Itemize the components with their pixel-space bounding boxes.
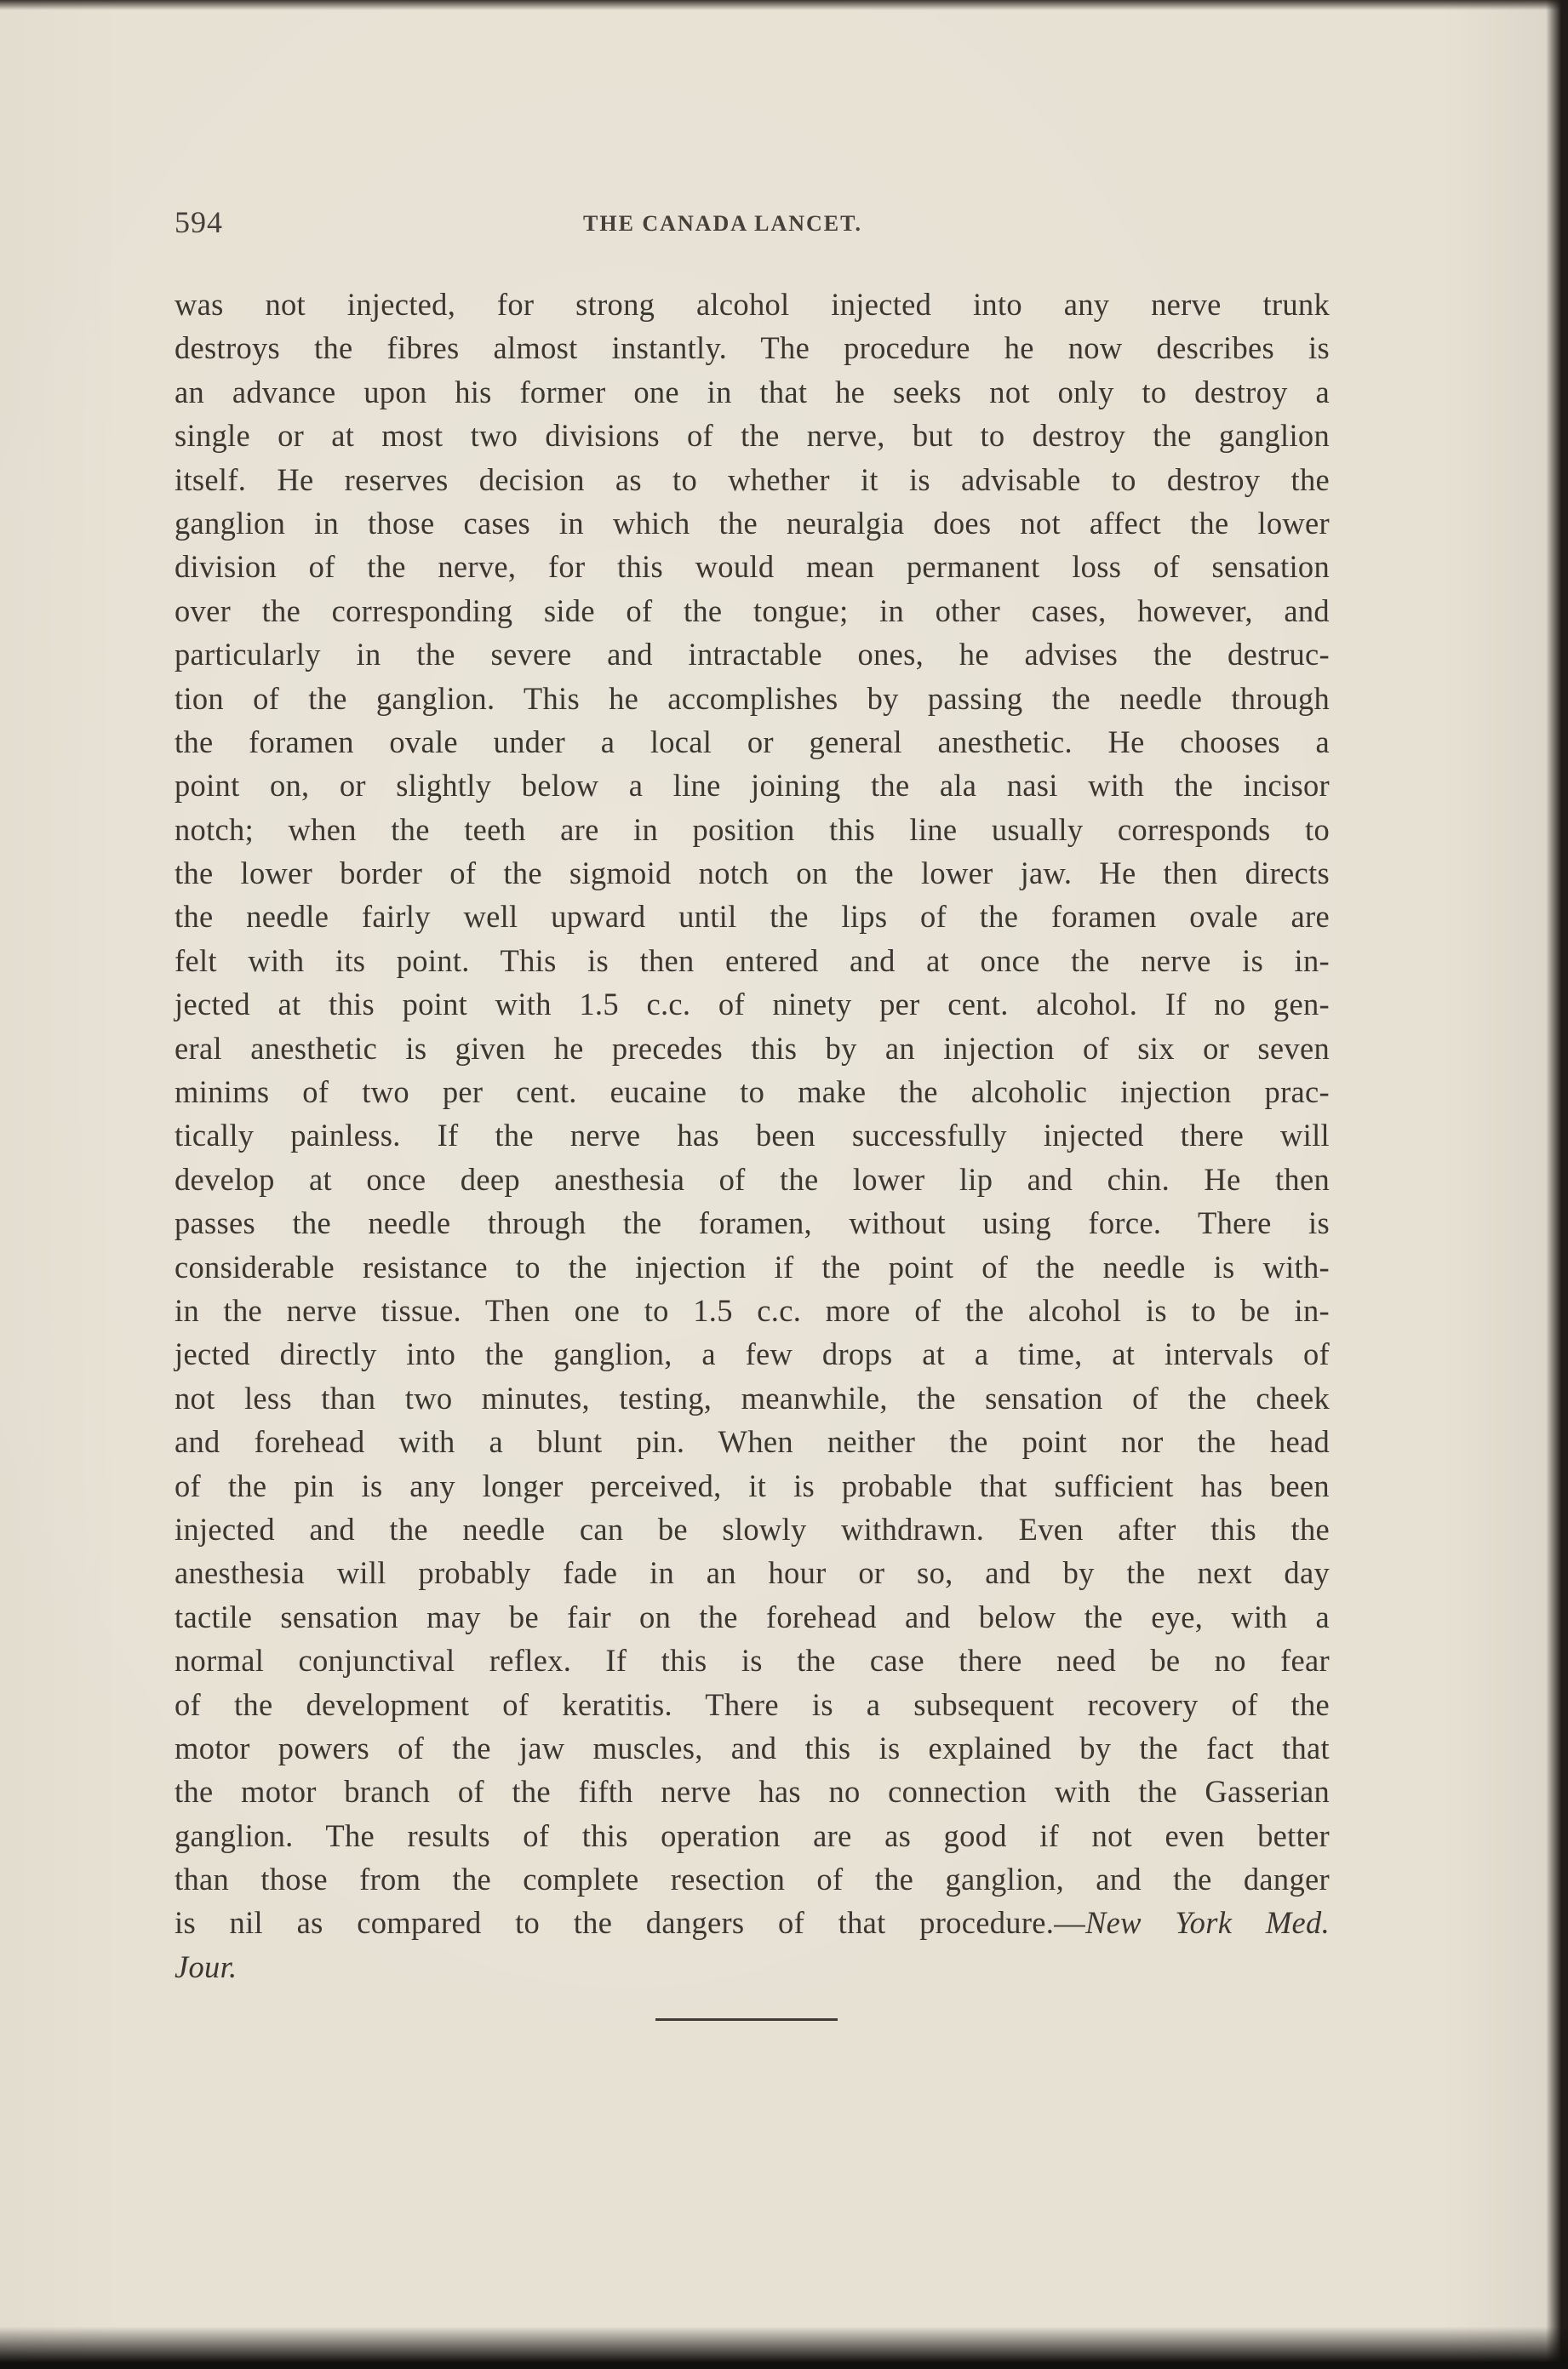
article-body (175, 283, 1330, 1988)
text-line: and forehead with a blunt pin. When neither the point nor the head (175, 1424, 1330, 1460)
closing-text: is nil as compared to the dangers of that procedure.— (175, 1905, 1086, 1941)
text-line: division of the nerve, for this would mean permanent loss of sensation (175, 549, 1330, 585)
text-line: the foramen ovale under a local or general anesthetic. He chooses a (175, 724, 1330, 759)
text-line: anesthesia will probably fade in an hour or so, and by the next day (175, 1555, 1330, 1591)
text-line: of the development of keratitis. There is a subsequent recovery of the (175, 1686, 1330, 1722)
text-line: injected and the needle can be slowly withdrawn. Even after this the (175, 1511, 1330, 1547)
text-line: not less than two minutes, testing, meanwhile, the sensation of the cheek (175, 1380, 1330, 1416)
page-bottom-edge-shadow (0, 2326, 1568, 2369)
text-line: particularly in the severe and intractable ones, he advises the destruc- (175, 637, 1330, 672)
text-line: the motor branch of the fifth nerve has no connection with the Gasserian (175, 1774, 1330, 1810)
citation-source-continued: Jour. (175, 1948, 237, 1984)
text-line: in the nerve tissue. Then one to 1.5 c.c. more of the alcohol is to be in- (175, 1292, 1330, 1328)
text-line: single or at most two divisions of the nerve, but to destroy the ganglion (175, 418, 1330, 454)
text-line: tion of the ganglion. This he accomplishes by passing the needle through (175, 680, 1330, 716)
text-line: considerable resistance to the injection if the point of the needle is with- (175, 1249, 1330, 1285)
text-line: notch; when the teeth are in position this line usually corresponds to (175, 811, 1330, 847)
text-line: ganglion in those cases in which the neuralgia does not affect the lower (175, 505, 1330, 541)
text-line: was not injected, for strong alcohol injected into any nerve trunk (175, 287, 1330, 322)
text-line: ganglion. The results of this operation are as good if not even better (175, 1817, 1330, 1853)
text-line: felt with its point. This is then entered and at once the nerve is in- (175, 942, 1330, 978)
text-line: tically painless. If the nerve has been successfully injected there will (175, 1118, 1330, 1153)
text-line: motor powers of the jaw muscles, and this is explained by the fact that (175, 1730, 1330, 1765)
citation-source: New York Med. (1085, 1905, 1331, 1941)
text-line: normal conjunctival reflex. If this is the case there need be no fear (175, 1643, 1330, 1679)
page-number: 594 (175, 205, 223, 239)
page-top-edge-shadow (0, 0, 1568, 10)
text-line: develop at once deep anesthesia of the lower lip and chin. He then (175, 1161, 1330, 1197)
section-divider-rule (655, 2018, 838, 2021)
page-right-edge-shadow (1546, 0, 1568, 2369)
text-line: the needle fairly well upward until the lips of the foramen ovale are (175, 899, 1330, 935)
text-line: of the pin is any longer perceived, it is probable that sufficient has been (175, 1468, 1330, 1503)
text-line: an advance upon his former one in that he seeks not only to destroy a (175, 374, 1330, 409)
text-line: the lower border of the sigmoid notch on the lower jaw. He then directs (175, 855, 1330, 891)
text-line: minims of two per cent. eucaine to make the alcoholic injection prac- (175, 1074, 1330, 1110)
text-line: jected directly into the ganglion, a few drops at a time, at intervals of (175, 1336, 1330, 1372)
text-line: tactile sensation may be fair on the forehead and below the eye, with a (175, 1599, 1330, 1634)
running-head: THE CANADA LANCET. (583, 211, 863, 236)
text-line: point on, or slightly below a line joining the ala nasi with the incisor (175, 768, 1330, 804)
text-line: eral anesthetic is given he precedes this by an injection of six or seven (175, 1030, 1330, 1066)
page-header (175, 204, 1345, 247)
text-line: destroys the fibres almost instantly. The procedure he now describes is (175, 330, 1330, 366)
closing-text-line (175, 1901, 1330, 1944)
text-line: itself. He reserves decision as to whether it is advisable to destroy the (175, 461, 1330, 497)
text-line: than those from the complete resection of the ganglion, and the danger (175, 1862, 1330, 1897)
text-line: over the corresponding side of the tongue; in other cases, however, and (175, 592, 1330, 628)
text-line: passes the needle through the foramen, without using force. There is (175, 1205, 1330, 1241)
text-line: jected at this point with 1.5 c.c. of ninety per cent. alcohol. If no gen- (175, 987, 1330, 1022)
